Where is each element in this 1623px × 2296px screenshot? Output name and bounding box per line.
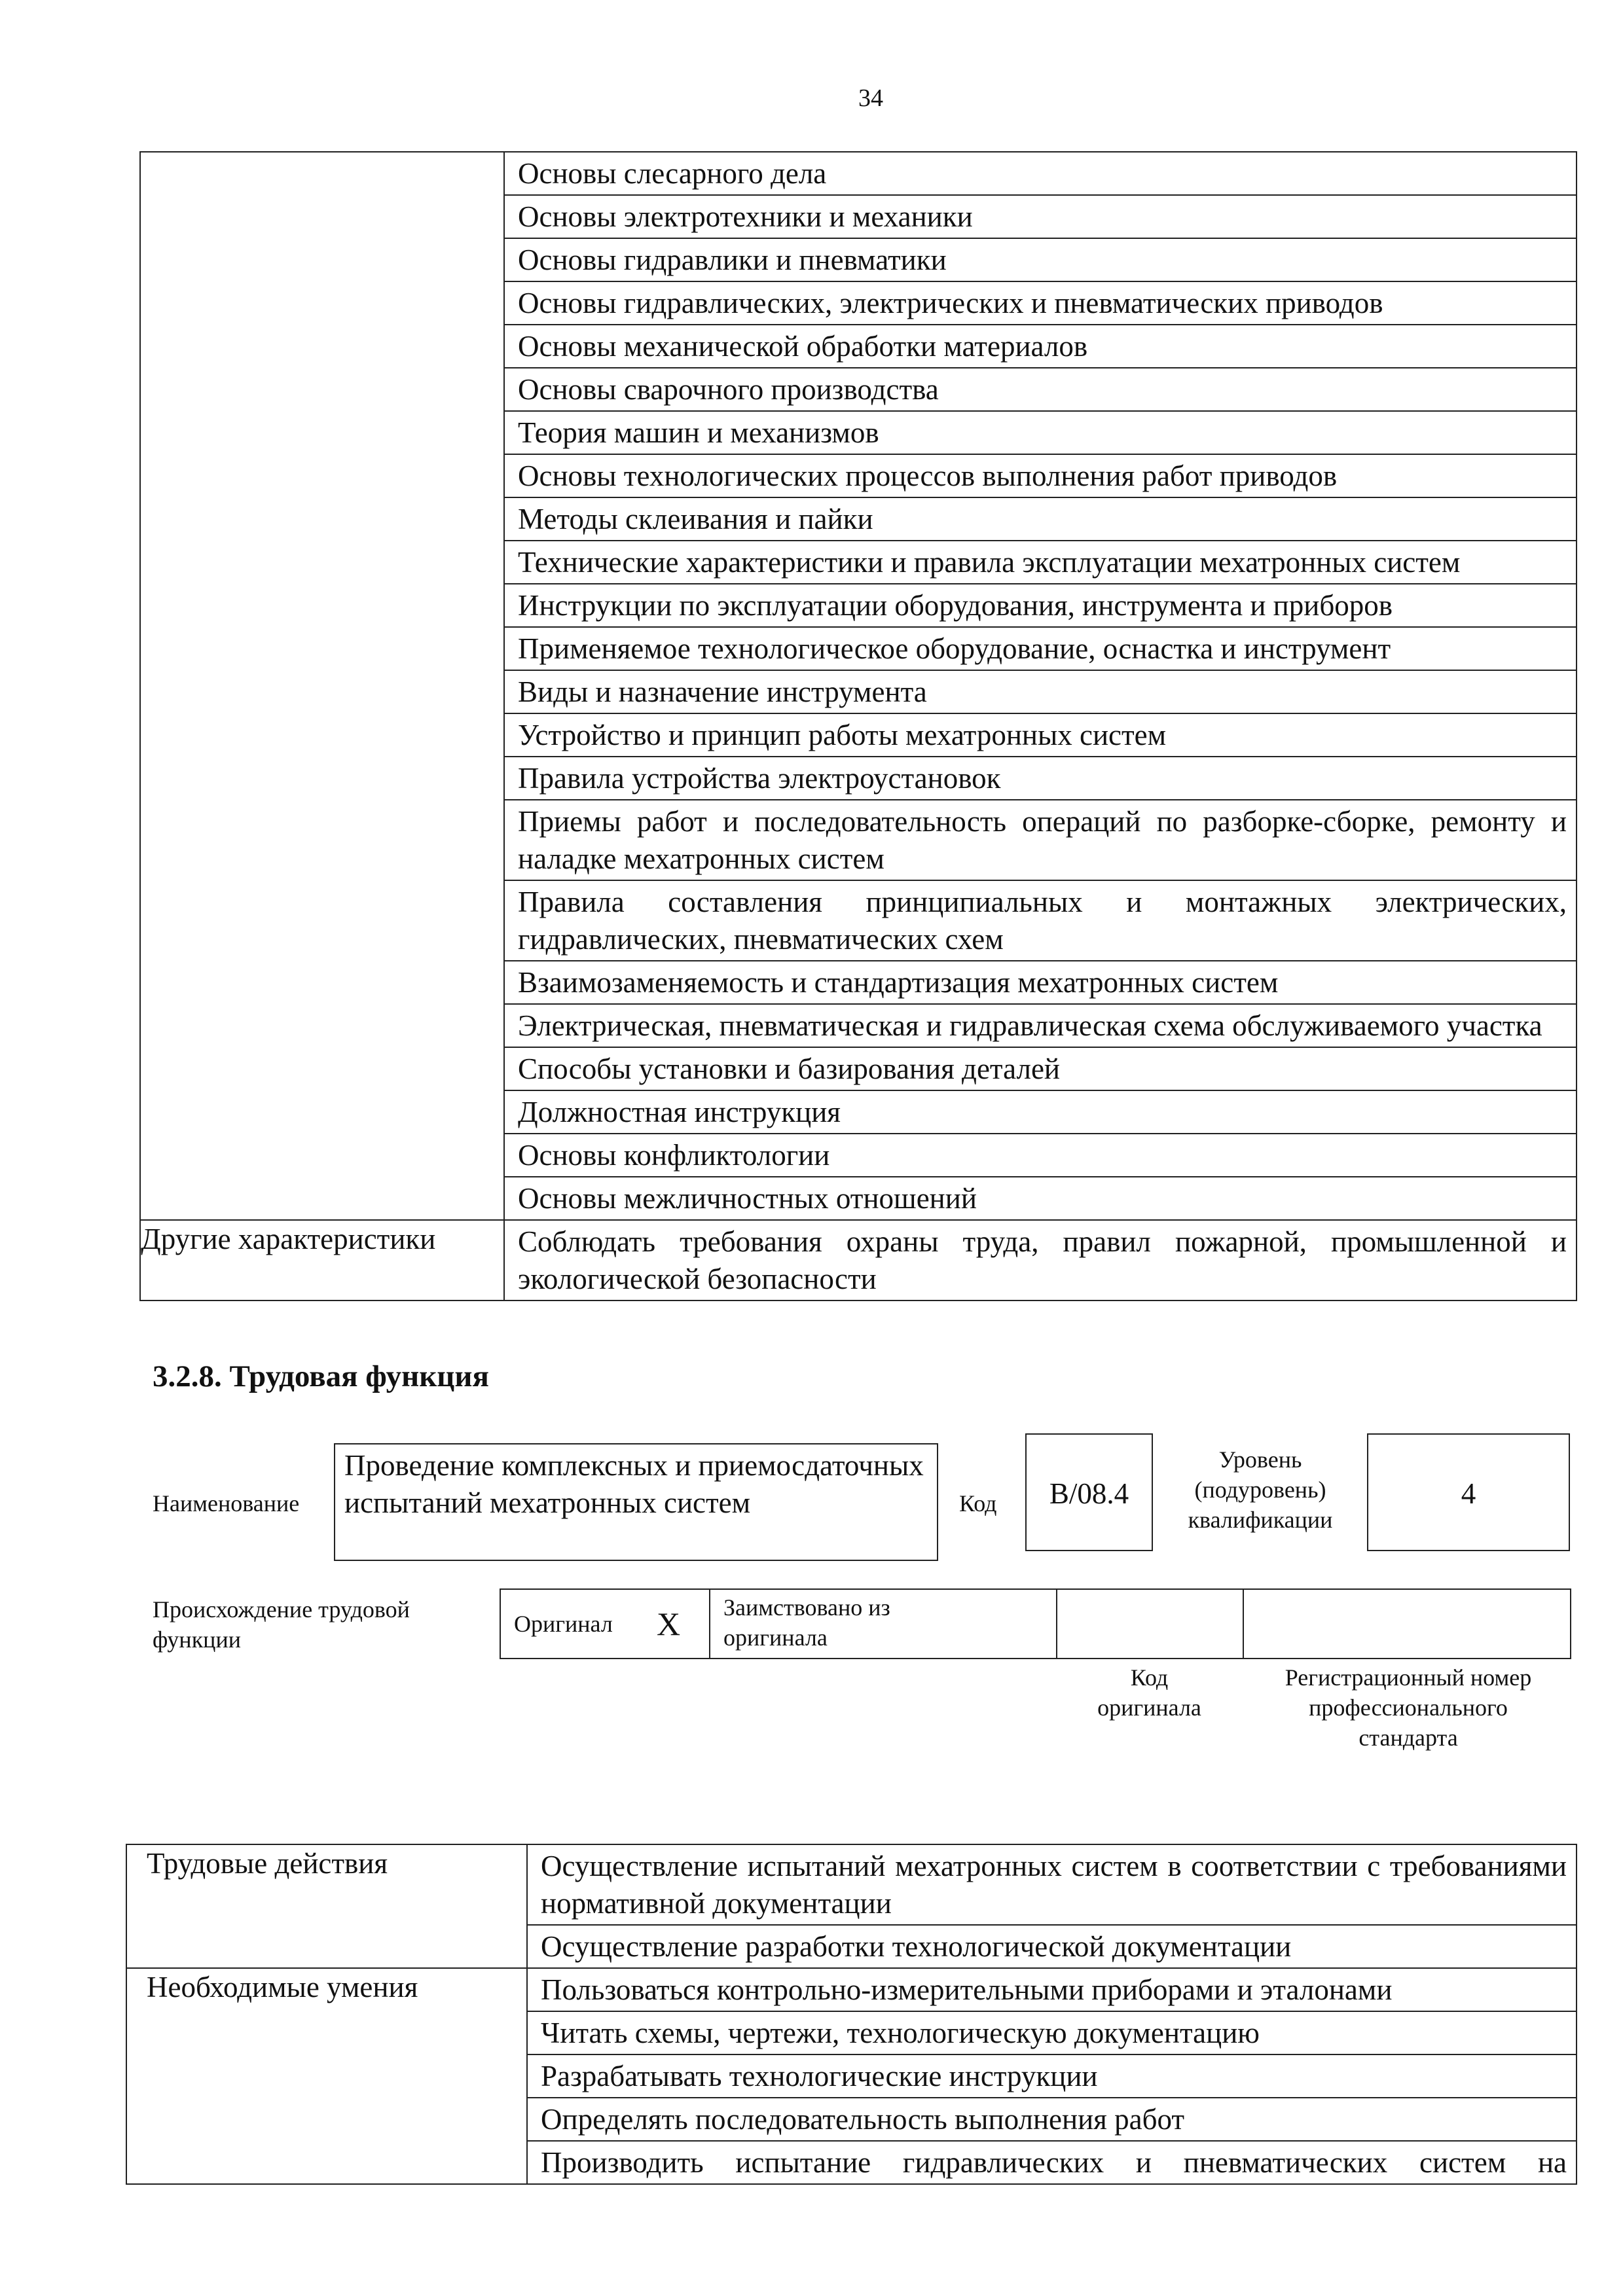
knowledge-item: Виды и назначение инструмента: [505, 671, 1576, 714]
knowledge-item: Правила устройства электроустановок: [505, 757, 1576, 800]
skill-item: Читать схемы, чертежи, технологическую документацию: [528, 2012, 1576, 2055]
origin-label-line: функции: [153, 1626, 241, 1653]
caption-line: Регистрационный номер: [1285, 1664, 1532, 1691]
knowledge-item: Приемы работ и последовательность операций по разборке-сборке, ремонту и наладке мехатронных систем: [505, 800, 1576, 881]
other-characteristics-text: Соблюдать требования охраны труда, правил пожарной, промышленной и экологической безопасности: [518, 1225, 1567, 1295]
knowledge-item: Основы электротехники и механики: [505, 196, 1576, 239]
skills-label: Необходимые умения: [126, 1968, 527, 2184]
borrowed-label: [723, 1592, 890, 1653]
knowledge-item: Основы механической обработки материалов: [505, 325, 1576, 368]
code-label: Код: [959, 1490, 997, 1516]
page-number: 34: [858, 84, 883, 112]
knowledge-item: Основы сварочного производства: [505, 368, 1576, 412]
level-label: [1165, 1444, 1355, 1535]
knowledge-item: Электрическая, пневматическая и гидравлическая схема обслуживаемого участка: [505, 1005, 1576, 1048]
knowledge-label-cell: [140, 152, 504, 1220]
skills-row: [126, 1968, 1577, 2184]
caption-line: оригинала: [1097, 1695, 1201, 1721]
knowledge-items-cell: [504, 152, 1577, 1220]
level-value-box: 4: [1367, 1433, 1570, 1551]
registration-number-caption: [1247, 1662, 1569, 1753]
borrowed-label-line: оригинала: [723, 1624, 828, 1651]
code-value-box: В/08.4: [1025, 1433, 1153, 1551]
action-item: Осуществление испытаний мехатронных систем в соответствии с требованиями нормативной документации: [528, 1845, 1576, 1926]
action-item: Осуществление разработки технологической документации: [541, 1930, 1292, 1963]
caption-line: Код: [1130, 1664, 1169, 1691]
knowledge-item: Основы гидравлики и пневматики: [505, 239, 1576, 282]
section-heading: 3.2.8. Трудовая функция: [153, 1359, 489, 1393]
other-characteristics-label: Другие характеристики: [140, 1220, 504, 1300]
other-characteristics-row: [140, 1220, 1577, 1300]
other-characteristics-cell: [504, 1220, 1577, 1300]
skill-item: Пользоваться контрольно-измерительными приборами и эталонами: [528, 1969, 1576, 2012]
actions-row: [126, 1844, 1577, 1968]
knowledge-item: Методы склеивания и пайки: [505, 498, 1576, 541]
level-label-line: Уровень: [1218, 1446, 1302, 1473]
skill-item: Производить испытание гидравлических и пневматических систем на: [541, 2146, 1567, 2179]
knowledge-item: Технические характеристики и правила эксплуатации мехатронных систем: [505, 541, 1576, 584]
origin-divider: [1056, 1588, 1057, 1659]
level-label-line: квалификации: [1188, 1507, 1333, 1533]
origin-label: [153, 1594, 410, 1655]
original-code-caption: [1056, 1662, 1243, 1723]
knowledge-item: Правила составления принципиальных и монтажных электрических, гидравлических, пневматических схем: [505, 881, 1576, 961]
skill-item: Определять последовательность выполнения работ: [528, 2098, 1576, 2142]
actions-label: Трудовые действия: [126, 1844, 527, 1968]
knowledge-item: Теория машин и механизмов: [505, 412, 1576, 455]
knowledge-item: Основы слесарного дела: [505, 152, 1576, 196]
actions-table: [126, 1844, 1577, 2185]
borrowed-label-line: Заимствовано из: [723, 1594, 890, 1621]
knowledge-item: Инструкции по эксплуатации оборудования, инструмента и приборов: [505, 584, 1576, 628]
origin-label-line: Происхождение трудовой: [153, 1596, 410, 1623]
skill-item: Разрабатывать технологические инструкции: [528, 2055, 1576, 2098]
knowledge-table: [139, 151, 1577, 1301]
knowledge-item: Применяемое технологическое оборудование, оснастка и инструмент: [505, 628, 1576, 671]
name-label: Наименование: [153, 1490, 300, 1516]
original-mark: X: [657, 1605, 681, 1642]
actions-items-cell: [527, 1844, 1577, 1968]
original-label: Оригинал: [514, 1611, 613, 1637]
knowledge-item: Основы межличностных отношений: [518, 1182, 977, 1215]
caption-line: профессионального: [1309, 1695, 1508, 1721]
origin-divider: [1243, 1588, 1244, 1659]
skills-items-cell: [527, 1968, 1577, 2184]
origin-divider: [709, 1588, 710, 1659]
knowledge-item: Устройство и принцип работы мехатронных систем: [505, 714, 1576, 757]
level-label-line: (подуровень): [1194, 1477, 1326, 1503]
knowledge-item: Должностная инструкция: [505, 1091, 1576, 1134]
caption-line: стандарта: [1359, 1725, 1458, 1751]
knowledge-item: Основы гидравлических, электрических и пневматических приводов: [505, 282, 1576, 325]
function-name-box: Проведение комплексных и приемосдаточных испытаний мехатронных систем: [334, 1443, 938, 1561]
knowledge-item: Взаимозаменяемость и стандартизация мехатронных систем: [505, 961, 1576, 1005]
knowledge-row: [140, 152, 1577, 1220]
knowledge-item: Основы конфликтологии: [505, 1134, 1576, 1177]
knowledge-item: Основы технологических процессов выполнения работ приводов: [505, 455, 1576, 498]
knowledge-item: Способы установки и базирования деталей: [505, 1048, 1576, 1091]
